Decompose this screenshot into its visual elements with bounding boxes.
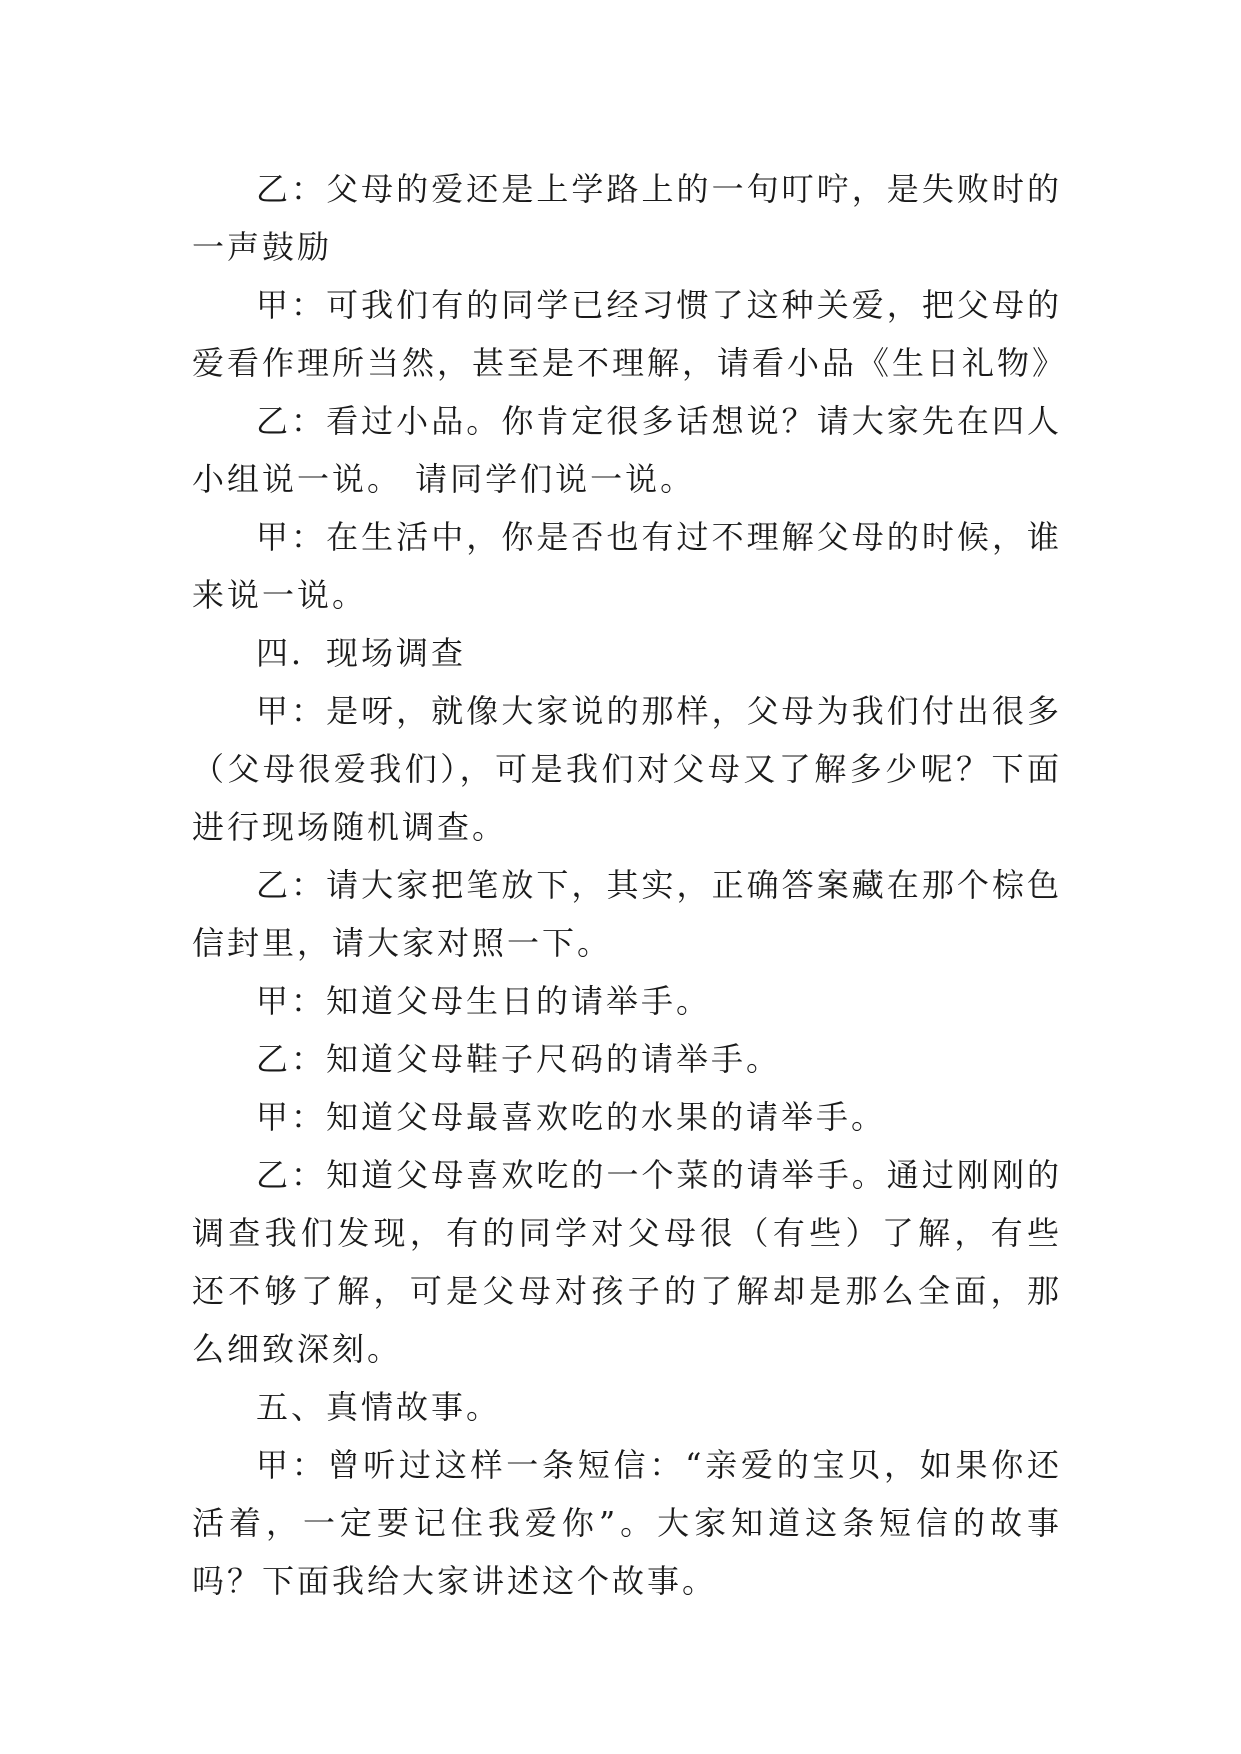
section-heading-5: 五、真情故事。	[256, 1388, 502, 1426]
paragraph-4: 甲：在生活中，你是否也有过不理解父母的时候，谁来说一说。	[192, 518, 1062, 614]
paragraph-7: 甲：知道父母生日的请举手。	[256, 982, 712, 1020]
document-body	[192, 160, 1068, 1610]
paragraph-5: 甲：是呀，就像大家说的那样，父母为我们付出很多（父母很爱我们），可是我们对父母又了解多少呢？下面进行现场随机调查。	[192, 692, 1062, 846]
paragraph-1: 乙：父母的爱还是上学路上的一句叮咛，是失败时的一声鼓励	[192, 170, 1062, 266]
paragraph-8: 乙：知道父母鞋子尺码的请举手。	[256, 1040, 782, 1078]
section-heading-4: 四．现场调查	[256, 634, 467, 672]
paragraph-3: 乙：看过小品。你肯定很多话想说？请大家先在四人小组说一说。 请同学们说一说。	[192, 402, 1062, 498]
paragraph-11: 甲：曾听过这样一条短信：“亲爱的宝贝，如果你还活着，一定要记住我爱你”。大家知道这条短信的故事吗？下面我给大家讲述这个故事。	[192, 1446, 1062, 1600]
paragraph-2: 甲：可我们有的同学已经习惯了这种关爱，把父母的爱看作理所当然，甚至是不理解，请看小品《生日礼物》	[192, 286, 1068, 382]
paragraph-10: 乙：知道父母喜欢吃的一个菜的请举手。通过刚刚的调查我们发现，有的同学对父母很（有些）了解，有些还不够了解，可是父母对孩子的了解却是那么全面，那么细致深刻。	[192, 1156, 1062, 1368]
paragraph-9: 甲：知道父母最喜欢吃的水果的请举手。	[256, 1098, 887, 1136]
paragraph-6: 乙：请大家把笔放下，其实，正确答案藏在那个棕色信封里，请大家对照一下。	[192, 866, 1062, 962]
